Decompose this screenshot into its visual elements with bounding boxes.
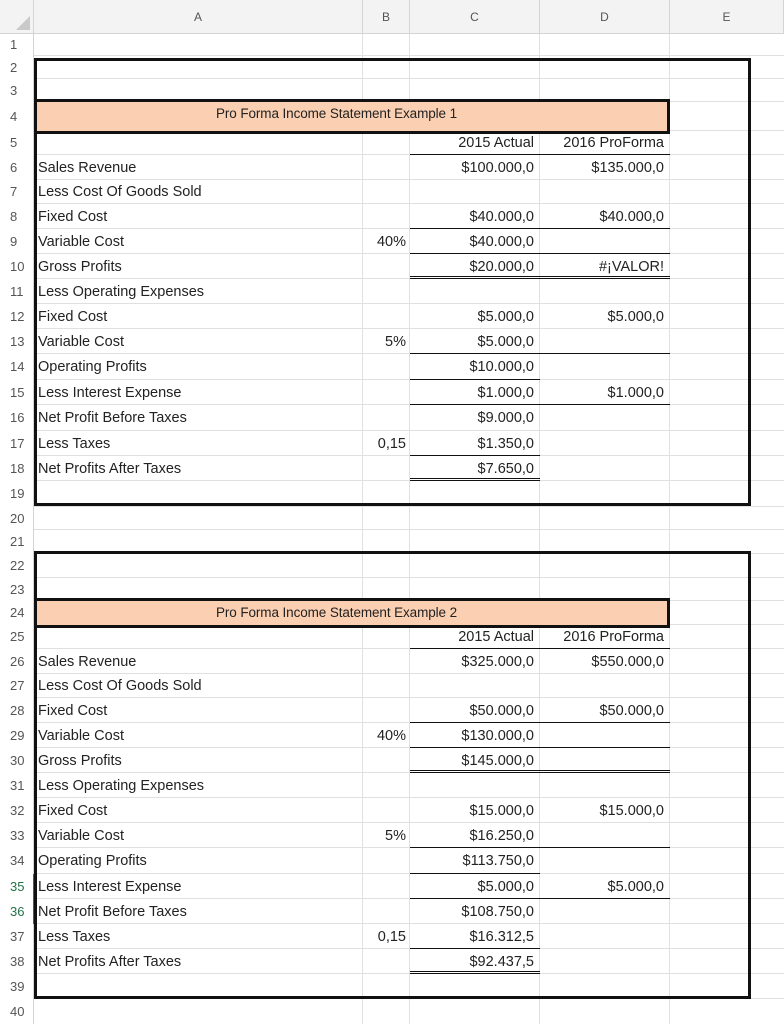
row-header-25[interactable]: 25 (10, 629, 25, 644)
example-2-proforma-2: $50.000,0 (599, 702, 664, 719)
example-2-actual-11: $16.312,5 (469, 928, 534, 945)
example-1-actual-3: $40.000,0 (469, 233, 534, 250)
example-1-proforma-0: $135.000,0 (591, 159, 664, 176)
example-1-gross-profit-underline-1 (410, 276, 670, 277)
example-2-label-1: Less Cost Of Goods Sold (38, 678, 202, 694)
row-header-1[interactable]: 1 (10, 37, 18, 52)
row-header-4[interactable]: 4 (10, 109, 18, 124)
example-2-actual-10: $108.750,0 (461, 903, 534, 920)
example-2-header-underline (410, 648, 670, 649)
example-2-label-5: Less Operating Expenses (38, 777, 205, 794)
example-1-net-after-underline-1 (410, 478, 540, 479)
example-1-actual-9: $1.000,0 (477, 384, 534, 401)
select-all-corner[interactable] (0, 0, 34, 34)
row-header-9[interactable]: 9 (10, 234, 18, 249)
example-1-pct-variable-cost: 40% (376, 233, 406, 250)
row-header-29[interactable]: 29 (10, 728, 25, 743)
example-2-net-after-underline-2 (410, 973, 540, 974)
row-header-35[interactable]: 35 (10, 879, 25, 894)
row-header-14[interactable]: 14 (10, 359, 25, 374)
example-2-actual-12: $92.437,5 (469, 953, 534, 970)
row-header-23[interactable]: 23 (10, 582, 25, 597)
example-2-label-0: Sales Revenue (38, 653, 137, 670)
example-2-header-actual: 2015 Actual (458, 629, 534, 645)
example-2-actual-4: $145.000,0 (461, 752, 534, 769)
example-1-pct-op-variable: 5% (385, 333, 406, 350)
example-1-actual-10: $9.000,0 (477, 410, 534, 426)
example-2-tax-rate: 0,15 (377, 928, 406, 945)
row-header-24[interactable]: 24 (10, 605, 25, 620)
example-1-proforma-2: $40.000,0 (599, 208, 664, 225)
example-1-actual-6: $5.000,0 (477, 308, 534, 325)
row-header-2[interactable]: 2 (10, 60, 18, 75)
example-1-actual-7: $5.000,0 (477, 333, 534, 350)
row-header-27[interactable]: 27 (10, 678, 25, 693)
example-1-label-0: Sales Revenue (38, 159, 137, 176)
example-2-label-11: Less Taxes (38, 928, 111, 945)
select-all-triangle-icon (16, 16, 30, 30)
example-1-label-1: Less Cost Of Goods Sold (38, 184, 202, 200)
example-1-label-12: Net Profits After Taxes (38, 460, 182, 477)
example-1-label-2: Fixed Cost (38, 208, 108, 225)
example-2-proforma-9: $5.000,0 (607, 878, 664, 895)
row-header-18[interactable]: 18 (10, 461, 25, 476)
example-2-actual-0: $325.000,0 (461, 653, 534, 670)
row-header-8[interactable]: 8 (10, 209, 18, 224)
row-header-32[interactable]: 32 (10, 803, 25, 818)
example-1-net-after-underline-2 (410, 480, 540, 481)
example-1-label-5: Less Operating Expenses (38, 283, 205, 300)
example-2-variable-cost-underline (410, 747, 670, 748)
example-1-tax-rate: 0,15 (377, 435, 406, 452)
row-header-20[interactable]: 20 (10, 511, 25, 526)
example-1-tax-underline (410, 455, 540, 456)
row-header-17[interactable]: 17 (10, 436, 25, 451)
row-header-37[interactable]: 37 (10, 929, 25, 944)
example-2-label-3: Variable Cost (38, 727, 124, 744)
example-2-interest-underline (410, 898, 670, 899)
row-header-39[interactable]: 39 (10, 979, 25, 994)
example-2-net-after-underline-1 (410, 971, 540, 972)
example-1-label-7: Variable Cost (38, 333, 124, 350)
row-header-15[interactable]: 15 (10, 385, 25, 400)
column-header-b[interactable]: B (363, 0, 410, 34)
row-header-26[interactable]: 26 (10, 654, 25, 669)
example-2-label-6: Fixed Cost (38, 802, 108, 819)
example-2-label-4: Gross Profits (38, 752, 122, 769)
row-header-5[interactable]: 5 (10, 135, 18, 150)
example-1-label-8: Operating Profits (38, 359, 147, 375)
example-2-actual-6: $15.000,0 (469, 802, 534, 819)
row-header-6[interactable]: 6 (10, 160, 18, 175)
example-1-actual-2: $40.000,0 (469, 208, 534, 225)
example-2-label-9: Less Interest Expense (38, 878, 182, 895)
row-header-28[interactable]: 28 (10, 703, 25, 718)
example-1-op-profit-underline (410, 379, 540, 380)
example-1-proforma-9: $1.000,0 (607, 384, 664, 401)
column-header-c[interactable]: C (410, 0, 540, 34)
example-1-label-4: Gross Profits (38, 258, 122, 275)
example-1-title: Pro Forma Income Statement Example 1 (216, 106, 458, 121)
example-2-proforma-0: $550.000,0 (591, 653, 664, 670)
column-header-a[interactable]: A (34, 0, 363, 34)
row-header-40[interactable]: 40 (10, 1004, 25, 1019)
row-header-34[interactable]: 34 (10, 853, 25, 868)
example-1-actual-4: $20.000,0 (469, 258, 534, 275)
row-header-36[interactable]: 36 (10, 904, 25, 919)
example-2-fixed-cost-underline (410, 722, 670, 723)
example-2-op-profit-underline (410, 873, 540, 874)
example-2-pct-op-variable: 5% (385, 827, 406, 844)
example-2-label-10: Net Profit Before Taxes (38, 903, 187, 920)
column-header-e[interactable]: E (670, 0, 784, 34)
example-1-actual-12: $7.650,0 (477, 460, 534, 477)
example-2-gross-profit-underline-1 (410, 770, 670, 771)
row-header-13[interactable]: 13 (10, 334, 25, 349)
column-header-d[interactable]: D (540, 0, 670, 34)
example-1-proforma-6: $5.000,0 (607, 308, 664, 325)
row-header-33[interactable]: 33 (10, 828, 25, 843)
example-1-fixed-cost-underline (410, 228, 670, 229)
row-header-11[interactable]: 11 (10, 284, 24, 299)
example-1-header-underline (410, 154, 670, 155)
example-2-pct-variable-cost: 40% (376, 727, 406, 744)
row-header-38[interactable]: 38 (10, 954, 25, 969)
row-header-3[interactable]: 3 (10, 83, 18, 98)
example-2-op-variable-underline (410, 847, 670, 848)
example-2-proforma-6: $15.000,0 (599, 802, 664, 819)
example-1-actual-0: $100.000,0 (461, 159, 534, 176)
example-1-header-proforma: 2016 ProForma (563, 135, 664, 151)
example-2-label-8: Operating Profits (38, 853, 147, 869)
example-2-actual-8: $113.750,0 (462, 853, 534, 869)
row-header-31[interactable]: 31 (10, 778, 25, 793)
row-header-16[interactable]: 16 (10, 410, 25, 425)
example-1-op-variable-underline (410, 353, 670, 354)
example-1-proforma-4: #¡VALOR! (598, 258, 664, 275)
example-2-actual-7: $16.250,0 (469, 827, 534, 844)
row-header-10[interactable]: 10 (10, 259, 25, 274)
row-header-12[interactable]: 12 (10, 309, 25, 324)
example-1-label-10: Net Profit Before Taxes (38, 410, 187, 426)
example-2-label-2: Fixed Cost (38, 702, 108, 719)
example-1-actual-8: $10.000,0 (469, 359, 534, 375)
example-2-label-7: Variable Cost (38, 827, 124, 844)
row-header-30[interactable]: 30 (10, 753, 25, 768)
example-1-interest-underline (410, 404, 670, 405)
row-header-22[interactable]: 22 (10, 558, 25, 573)
example-1-label-3: Variable Cost (38, 233, 124, 250)
example-2-actual-3: $130.000,0 (461, 727, 534, 744)
example-2-label-12: Net Profits After Taxes (38, 953, 182, 970)
example-1-label-9: Less Interest Expense (38, 384, 182, 401)
row-header-7[interactable]: 7 (10, 184, 18, 199)
example-2-header-proforma: 2016 ProForma (563, 629, 664, 645)
row-header-21[interactable]: 21 (10, 534, 25, 549)
example-2-actual-9: $5.000,0 (477, 878, 534, 895)
example-2-tax-underline (410, 948, 540, 949)
example-1-gross-profit-underline-2 (410, 278, 670, 279)
example-1-label-11: Less Taxes (38, 435, 111, 452)
example-1-actual-11: $1.350,0 (477, 435, 534, 452)
example-1-header-actual: 2015 Actual (458, 135, 534, 151)
example-1-variable-cost-underline (410, 253, 670, 254)
example-2-title: Pro Forma Income Statement Example 2 (216, 605, 458, 620)
example-1-label-6: Fixed Cost (38, 308, 108, 325)
example-2-actual-2: $50.000,0 (469, 702, 534, 719)
example-2-gross-profit-underline-2 (410, 772, 670, 773)
row-header-19[interactable]: 19 (10, 486, 25, 501)
